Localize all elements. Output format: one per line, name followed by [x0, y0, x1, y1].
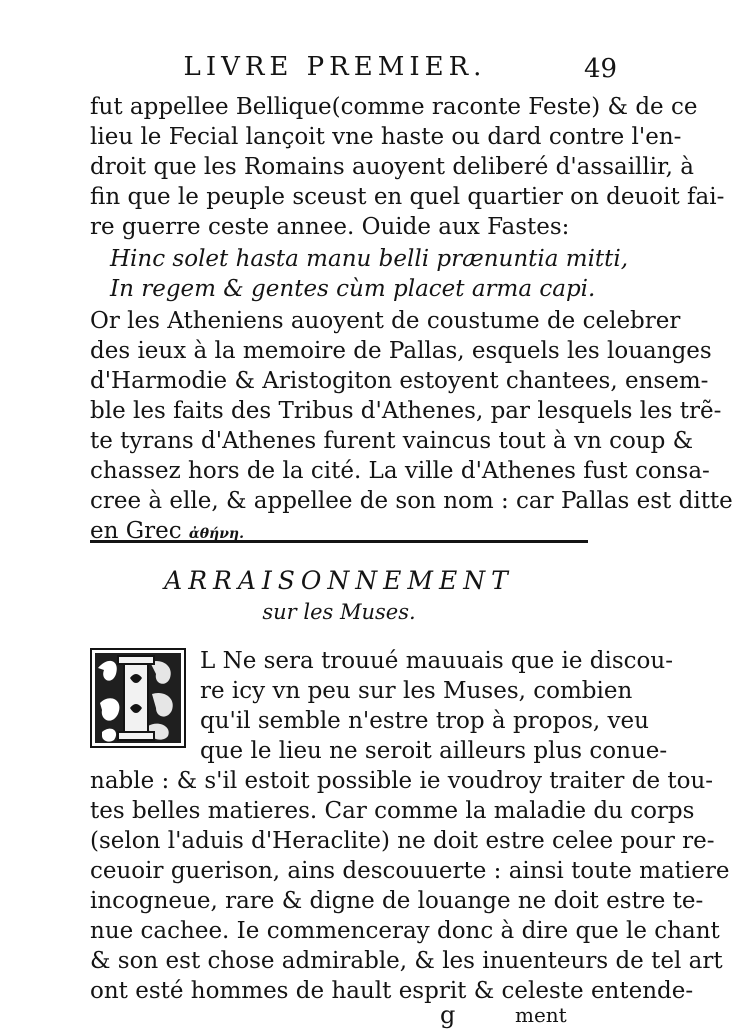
text-line: tes belles matieres. Car comme la maladie du corps [90, 798, 695, 824]
text-line: droit que les Romains auoyent deliberé d'assaillir, à [90, 154, 694, 180]
page-number: 49 [584, 54, 618, 84]
text-fragment: en Grec [90, 518, 182, 544]
text-line: nable : & s'il estoit possible ie voudroy traiter de tou- [90, 768, 714, 794]
text-line: nue cachee. Ie commenceray donc à dire que le chant [90, 918, 720, 944]
text-line: lieu le Fecial lançoit vne haste ou dard contre l'en- [90, 124, 682, 150]
section-title: ARRAISONNEMENT [164, 566, 514, 595]
text-line: d'Harmodie & Aristogiton estoyent chantees, ensem- [90, 368, 709, 394]
text-line: ont esté hommes de hault esprit & celeste entende- [90, 978, 694, 1004]
text-line: Or les Atheniens auoyent de coustume de celebrer [90, 308, 681, 334]
text-line: chassez hors de la cité. La ville d'Athenes fust consa- [90, 458, 710, 484]
text-line [90, 516, 244, 549]
text-line: ceuoir guerison, ains descouuerte : ainsi toute matiere [90, 858, 730, 884]
text-line: re icy vn peu sur les Muses, combien [200, 678, 633, 704]
verse-line: In regem & gentes cùm placet arma capi. [110, 276, 596, 302]
catchword: ment [515, 1003, 567, 1027]
section-divider [90, 540, 588, 543]
section-subtitle: sur les Muses. [262, 600, 416, 624]
text-line: ble les faits des Tribus d'Athenes, par lesquels les trẽ- [90, 398, 722, 424]
text-line: fin que le peuple sceust en quel quartier on deuoit fai- [90, 184, 725, 210]
text-line: des ieux à la memoire de Pallas, esquels les louanges [90, 338, 712, 364]
text-line: & son est chose admirable, & les inuenteurs de tel art [90, 948, 723, 974]
decorated-letter-I-icon [90, 648, 186, 748]
text-line: (selon l'aduis d'Heraclite) ne doit estre celee pour re- [90, 828, 715, 854]
text-line: re guerre ceste annee. Ouide aux Fastes: [90, 214, 570, 240]
greek-word: ἀθήνη. [188, 526, 244, 542]
text-line: fut appellee Bellique(comme raconte Feste) & de ce [90, 94, 698, 120]
text-line: que le lieu ne seroit ailleurs plus conue- [200, 738, 668, 764]
text-line: qu'il semble n'estre trop à propos, veu [200, 708, 649, 734]
text-line: cree à elle, & appellee de son nom : car Pallas est ditte [90, 488, 733, 514]
verse-line: Hinc solet hasta manu belli prænuntia mitti, [110, 246, 629, 272]
text-line: incogneue, rare & digne de louange ne doit estre te- [90, 888, 704, 914]
signature-mark: g [440, 1001, 456, 1029]
running-title: LIVRE PREMIER. [183, 52, 487, 82]
text-line: te tyrans d'Athenes furent vaincus tout à vn coup & [90, 428, 694, 454]
text-line: L Ne sera trouué mauuais que ie discou- [200, 648, 673, 674]
